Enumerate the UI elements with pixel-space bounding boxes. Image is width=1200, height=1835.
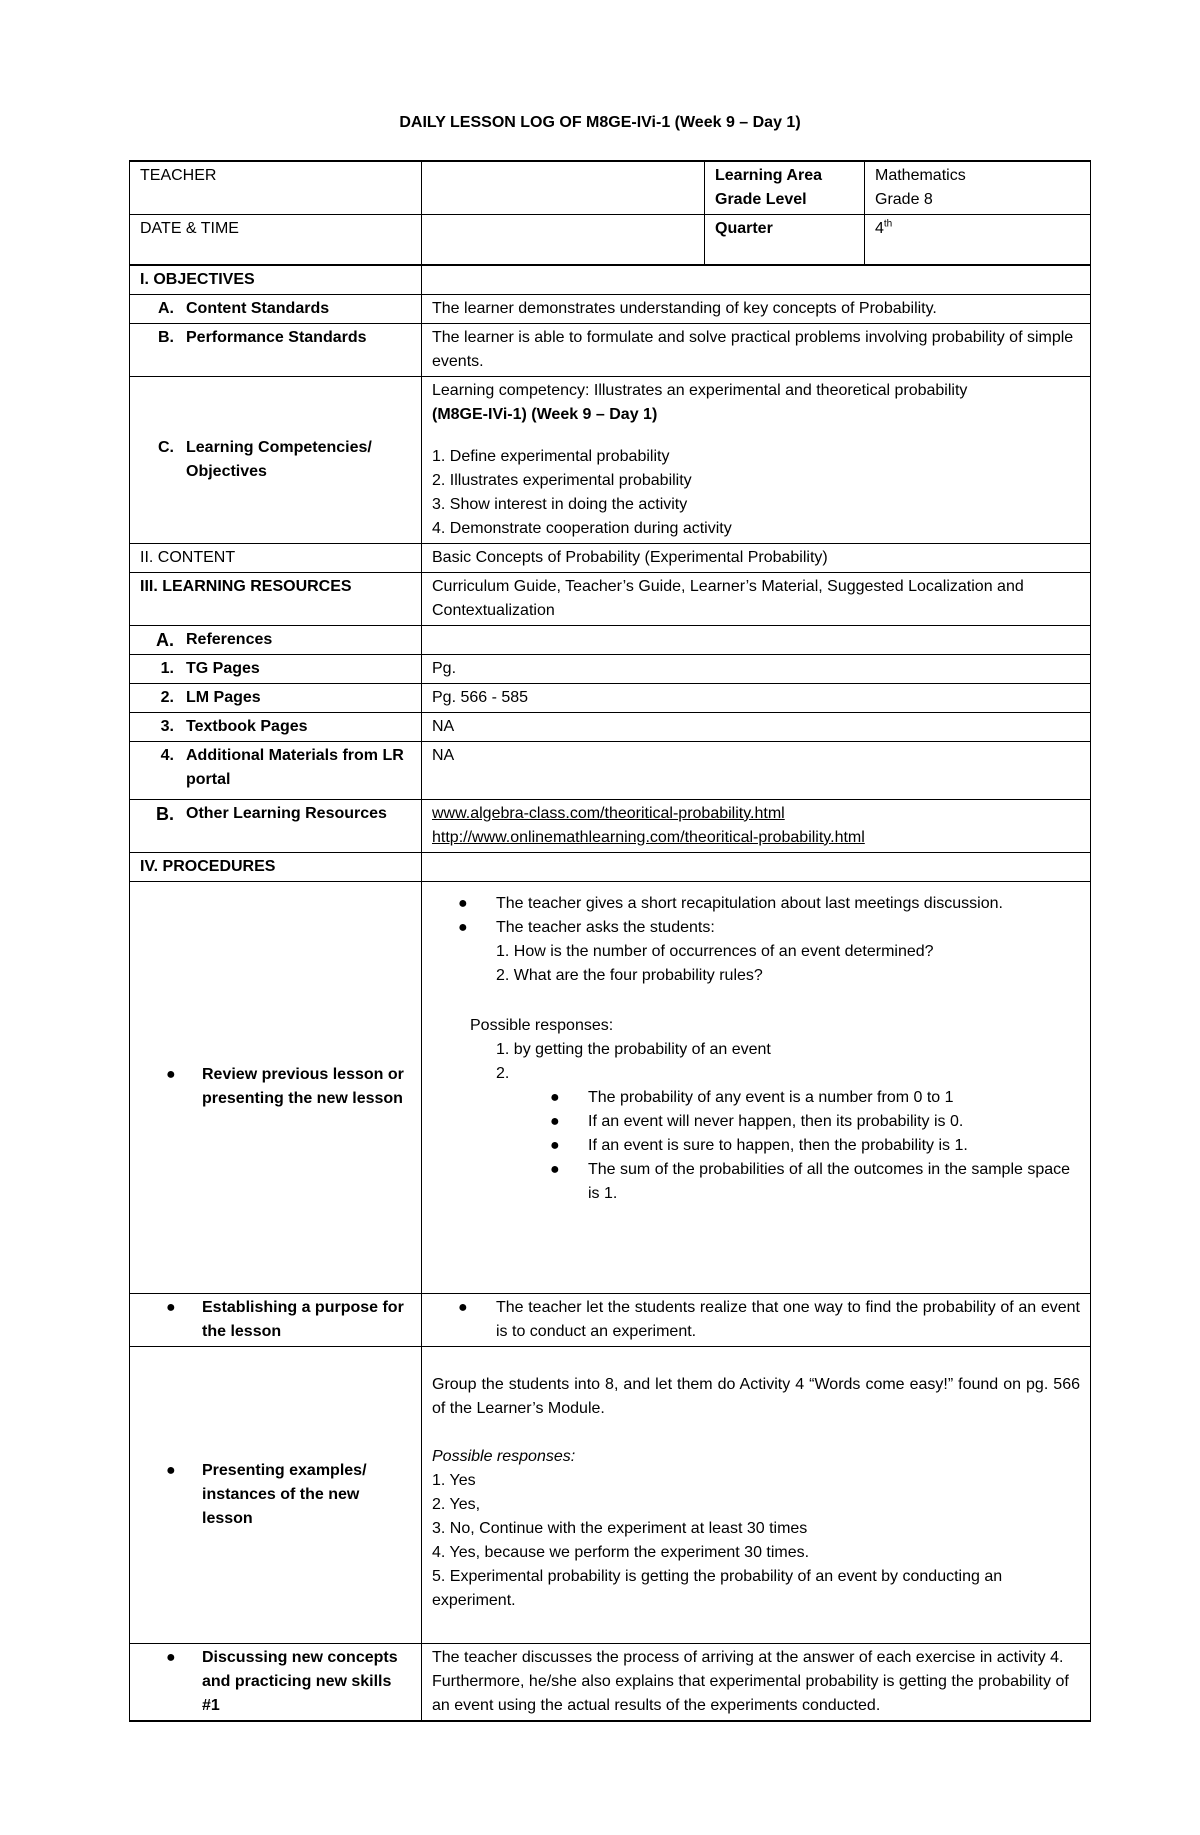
procedures-heading-value [422,852,1091,881]
objective-item: 2. Illustrates experimental probability [432,471,692,489]
procedures-heading: IV. PROCEDURES [130,852,422,881]
other-resources-text: Other Learning Resources [186,804,387,822]
quarter-value-cell [865,215,1091,265]
objective-item: 1. Define experimental probability [432,447,670,465]
examples-value [422,1346,1091,1643]
references-label [130,625,422,654]
quarter-suffix: th [883,218,893,230]
quarter-value: 4 [875,220,884,237]
learning-competencies-text: Learning Competencies/ Objectives [186,438,372,480]
textbook-pages-label [130,712,422,741]
learning-area-grade-labels [705,161,865,215]
bullet-icon: ● [166,1298,176,1316]
tg-pages-value: Pg. [422,654,1091,683]
references-text: References [186,630,273,648]
purpose-value [422,1293,1091,1346]
other-resources-mark: B. [156,803,174,824]
tg-pages-label [130,654,422,683]
review-bullet-2: The teacher asks the students: [496,918,715,936]
review-question-2: 2. What are the four probability rules? [496,966,763,984]
lesson-log-table [129,160,1091,1722]
examples-label-cell [130,1346,422,1643]
examples-intro: Group the students into 8, and let them do Activity 4 “Words come easy!” found on pg. 566 of the Learner’s Module. [432,1375,1080,1417]
example-response: 2. Yes, [432,1495,481,1513]
discuss-label: Discussing new concepts and practicing new skills #1 [202,1648,398,1714]
grade-level-label: Grade Level [715,191,807,208]
additional-materials-mark: 4. [160,746,174,764]
purpose-label-cell [130,1293,422,1346]
teacher-label: TEACHER [130,161,422,215]
document-title: DAILY LESSON LOG OF M8GE-IVi-1 (Week 9 – Day 1) [399,114,801,131]
additional-materials-value: NA [422,741,1091,799]
objective-item: 4. Demonstrate cooperation during activity [432,519,732,537]
learning-resources-heading: III. LEARNING RESOURCES [130,572,422,625]
bullet-icon: ● [166,1066,176,1083]
bullet-icon: ● [458,894,468,912]
content-standards-label [130,294,422,323]
bullet-icon: ● [550,1112,560,1130]
example-response: 5. Experimental probability is getting the probability of an event by conducting an experiment. [432,1567,1003,1609]
example-response: 3. No, Continue with the experiment at least 30 times [432,1519,808,1537]
objectives-heading: I. OBJECTIVES [130,265,422,295]
bullet-icon: ● [458,918,468,936]
content-standards-value: The learner demonstrates understanding of key concepts of Probability. [422,294,1091,323]
objectives-heading-value [422,265,1091,295]
learning-resources-value: Curriculum Guide, Teacher’s Guide, Learner’s Material, Suggested Localization and Contextualization [422,572,1091,625]
other-resources-label [130,799,422,852]
example-response: 4. Yes, because we perform the experiment 30 times. [432,1543,810,1561]
teacher-value [422,161,705,215]
learning-competencies-label [130,376,422,543]
grade-level-value: Grade 8 [875,191,933,208]
review-question-1: 1. How is the number of occurrences of an event determined? [496,942,934,960]
probability-rule: The probability of any event is a number from 0 to 1 [588,1088,954,1106]
textbook-pages-value: NA [422,712,1091,741]
review-lesson-value [422,881,1091,1293]
purpose-bullet: The teacher let the students realize that one way to find the probability of an event is to conduct an experiment. [496,1298,1080,1340]
performance-standards-text: Performance Standards [186,328,367,346]
bullet-icon: ● [458,1298,468,1316]
competency-code: (M8GE-IVi-1) (Week 9 – Day 1) [432,405,658,423]
review-response-2: 2. [496,1064,510,1082]
discuss-label-cell [130,1643,422,1721]
resource-link-onlinemathlearning[interactable]: http://www.onlinemathlearning.com/theoritical-probability.html [432,828,865,846]
probability-rule: If an event will never happen, then its probability is 0. [588,1112,964,1130]
review-response-1: 1. by getting the probability of an event [496,1040,771,1058]
review-lesson-label-cell [130,881,422,1293]
discuss-value: The teacher discusses the process of arriving at the answer of each exercise in activity 4. Furthermore, he/she also explains that experimental probability is getting the probability of an event using the actual results of the experiments conducted. [422,1643,1091,1721]
competency-line: Learning competency: Illustrates an experimental and theoretical probability [432,381,968,399]
references-mark: A. [156,629,174,650]
textbook-pages-mark: 3. [160,717,174,735]
lm-pages-mark: 2. [160,688,174,706]
additional-materials-label [130,741,422,799]
content-heading: II. CONTENT [130,543,422,572]
learning-area-grade-values [865,161,1091,215]
examples-label: Presenting examples/ instances of the new lesson [202,1461,367,1527]
content-standards-text: Content Standards [186,299,330,317]
learning-competencies-value [422,376,1091,543]
tg-pages-text: TG Pages [186,659,260,677]
bullet-icon: ● [166,1461,176,1479]
probability-rule: If an event is sure to happen, then the probability is 1. [588,1136,968,1154]
bullet-icon: ● [550,1136,560,1154]
date-time-value [422,215,705,265]
bullet-icon: ● [166,1648,176,1666]
example-response: 1. Yes [432,1471,476,1489]
date-time-label: DATE & TIME [130,215,422,265]
resource-link-algebra-class[interactable]: www.algebra-class.com/theoritical-probability.html [432,804,785,822]
lm-pages-value: Pg. 566 - 585 [422,683,1091,712]
learning-area-value: Mathematics [875,167,966,184]
examples-possible-responses: Possible responses: [432,1447,576,1465]
probability-rule: The sum of the probabilities of all the outcomes in the sample space is 1. [588,1160,1071,1202]
objective-item: 3. Show interest in doing the activity [432,495,688,513]
bullet-icon: ● [550,1088,560,1106]
purpose-label: Establishing a purpose for the lesson [202,1298,404,1340]
review-lesson-label: Review previous lesson or presenting the new lesson [202,1066,404,1107]
other-resources-value [422,799,1091,852]
tg-pages-mark: 1. [160,659,174,677]
content-value: Basic Concepts of Probability (Experimental Probability) [422,543,1091,572]
references-value [422,625,1091,654]
quarter-label: Quarter [705,215,865,265]
textbook-pages-text: Textbook Pages [186,717,308,735]
additional-materials-text: Additional Materials from LR portal [186,746,404,788]
lm-pages-text: LM Pages [186,688,261,706]
learning-area-label: Learning Area [715,167,822,184]
performance-standards-mark: B. [158,328,174,346]
bullet-icon: ● [550,1160,560,1178]
lm-pages-label [130,683,422,712]
performance-standards-value: The learner is able to formulate and solve practical problems involving probability of simple events. [422,323,1091,376]
review-possible-responses: Possible responses: [470,1016,614,1034]
review-bullet-1: The teacher gives a short recapitulation about last meetings discussion. [496,894,1003,912]
performance-standards-label [130,323,422,376]
learning-competencies-mark: C. [158,438,174,456]
content-standards-mark: A. [158,299,174,317]
